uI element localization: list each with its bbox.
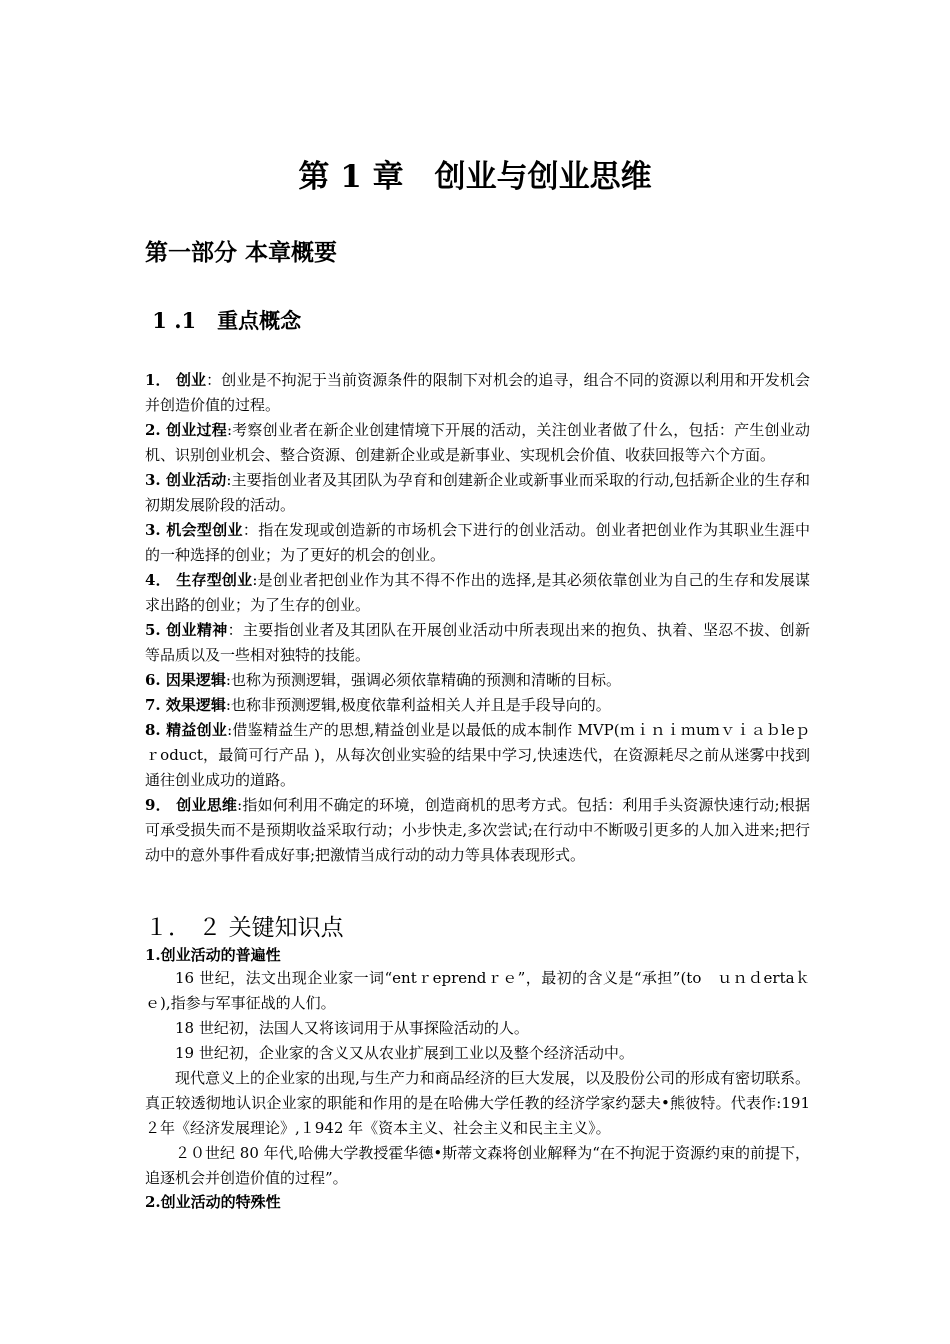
concept-definition: :也称为预测逻辑，强调必须依靠精确的预测和清晰的目标。 <box>225 671 621 689</box>
concept-term: 创业过程 <box>166 421 227 439</box>
paragraph: 18 世纪初，法国人又将该词用于从事探险活动的人。 <box>175 1019 529 1037</box>
concept-item <box>145 618 810 668</box>
concept-definition: :也称非预测逻辑,极度依靠利益相关人并且是手段导向的。 <box>225 696 611 714</box>
concept-number: 3. <box>145 521 167 539</box>
concept-number: 3. <box>145 471 166 489</box>
concept-number: 8. <box>145 721 167 739</box>
concept-term: 因果逻辑 <box>165 671 226 689</box>
concept-number: 7. <box>145 696 166 714</box>
concept-term: 精益创业 <box>166 721 228 739</box>
concept-number: 6. <box>145 671 166 689</box>
concept-definition: ：指在发现或创造新的市场机会下进行的创业活动。创业者把创业作为其职业生涯中的一种选择的创业；为了更好的机会的创业。 <box>145 521 810 564</box>
concept-term: 创业思维 <box>176 796 238 814</box>
concept-definition: ：创业是不拘泥于当前资源条件的限制下对机会的追寻，组合不同的资源以利用和开发机会并创造价值的过程。 <box>145 371 810 414</box>
concept-number: 2. <box>145 421 167 439</box>
subsection-title: 1.创业活动的普遍性 <box>145 946 281 964</box>
key-concepts-list <box>145 368 810 868</box>
key-knowledge-body <box>145 944 810 1213</box>
concept-item <box>145 668 810 693</box>
concept-item <box>145 418 810 468</box>
chapter-title: 第 1 章 创业与创业思维 <box>298 159 652 195</box>
concept-item <box>145 368 810 418</box>
concept-definition: ：主要指创业者及其团队在开展创业活动中所表现出来的抱负、执着、坚忍不拔、创新等品质以及一些相对独特的技能。 <box>145 621 810 664</box>
section-title-key-concepts: 1 .1 重点概念 <box>145 308 302 333</box>
subsection-title: 2.创业活动的特殊性 <box>145 1193 281 1211</box>
paragraph: 现代意义上的企业家的出现,与生产力和商品经济的巨大发展，以及股份公司的形成有密切联系。真正较透彻地认识企业家的职能和作用的是在哈佛大学任教的经济学家约瑟夫•熊彼特。代表作:191２年《经济发展理论》,１942 年《资本主义、社会主义和民主主义》。 <box>145 1069 810 1137</box>
concept-definition: :指如何利用不确定的环境，创造商机的思考方式。包括：利用手头资源快速行动;根据可承受损失而不是预期收益采取行动；小步快走,多次尝试;在行动中不断吸引更多的人加入进来;把行动中的意外事件看成好事;把激情当成行动的动力等具体表现形式。 <box>145 796 810 864</box>
concept-definition: :是创业者把创业作为其不得不作出的选择,是其必须依靠创业为自己的生存和发展谋求出路的创业；为了生存的创业。 <box>145 571 810 614</box>
paragraph: ２０世纪 80 年代,哈佛大学教授霍华德•斯蒂文森将创业解释为“在不拘泥于资源约束的前提下，追逐机会并创造价值的过程”。 <box>145 1144 810 1187</box>
paragraph: 19 世纪初，企业家的含义又从农业扩展到工业以及整个经济活动中。 <box>175 1044 634 1062</box>
concept-item <box>145 693 810 718</box>
concept-definition: :主要指创业者及其团队为孕育和创建新企业或新事业而采取的行动,包括新企业的生存和初期发展阶段的活动。 <box>145 471 810 514</box>
concept-term: 创业 <box>175 371 207 389</box>
concept-definition: :借鉴精益生产的思想,精益创业是以最低的成本制作 MVP(ｍｉｎｉｍumｖｉａｂleｐｒoduct，最简可行产品 )，从每次创业实验的结果中学习,快速迭代，在资源耗尽之前从迷雾中找到通往创业成功的道路。 <box>145 721 810 789</box>
paragraph: 16 世纪，法文出现企业家一词“entｒeprendｒｅ”，最初的含义是“承担”(to ｕｎｄertaｋｅ),指参与军事征战的人们。 <box>145 969 810 1012</box>
concept-term: 创业活动 <box>165 471 227 489</box>
concept-definition: :考察创业者在新企业创建情境下开展的活动，关注创业者做了什么，包括：产生创业动机、识别创业机会、整合资源、创建新企业或是新事业、实现机会价值、收获回报等六个方面。 <box>145 421 810 464</box>
concept-number: 4． <box>145 571 177 589</box>
concept-term: 创业精神 <box>166 621 228 639</box>
concept-term: 效果逻辑 <box>165 696 226 714</box>
concept-item <box>145 518 810 568</box>
concept-term: 机会型创业 <box>166 521 243 539</box>
concept-number: 1． <box>145 371 176 389</box>
concept-number: 9． <box>145 796 177 814</box>
concept-term: 生存型创业 <box>176 571 253 589</box>
section-title-key-knowledge: １． ２ 关键知识点 <box>145 915 344 941</box>
part-title: 第一部分 本章概要 <box>145 239 338 266</box>
concept-item <box>145 568 810 618</box>
concept-number: 5. <box>145 621 167 639</box>
concept-item <box>145 468 810 518</box>
concept-item <box>145 793 810 868</box>
concept-item <box>145 718 810 793</box>
